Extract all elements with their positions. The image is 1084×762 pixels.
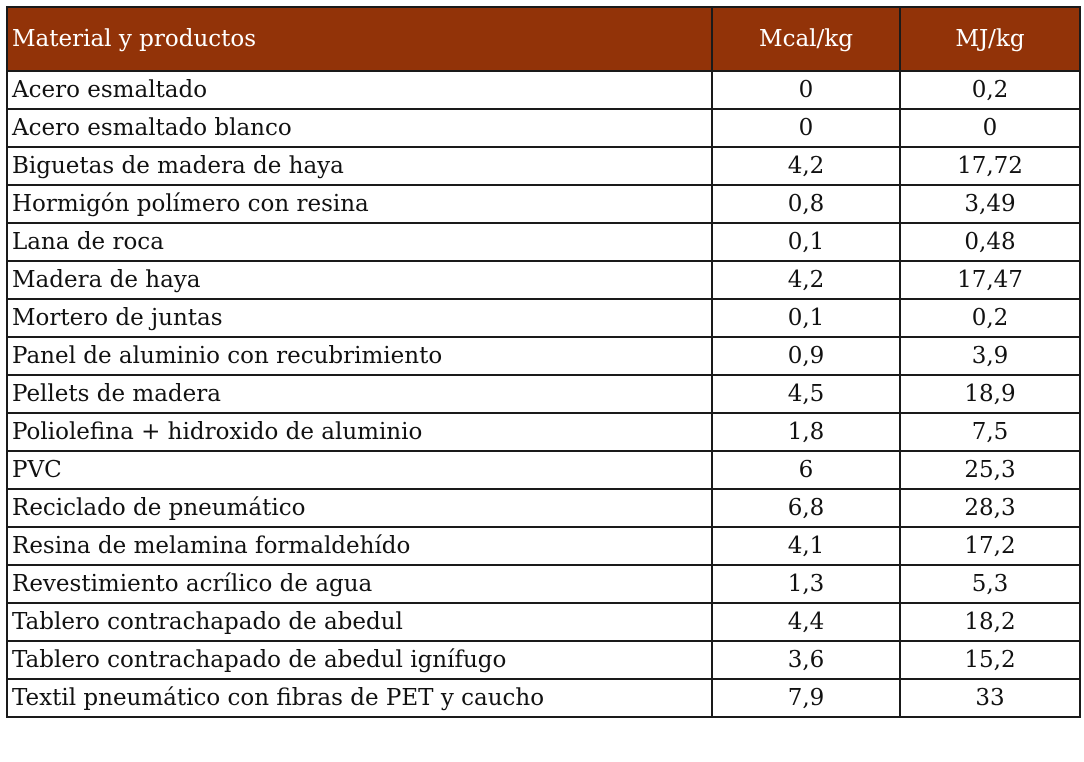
material-cell: Hormigón polímero con resina: [7, 185, 712, 223]
mj-cell: 18,2: [900, 603, 1080, 641]
material-cell: Tablero contrachapado de abedul: [7, 603, 712, 641]
mcal-cell: 4,4: [712, 603, 900, 641]
table-body: [7, 71, 1080, 717]
mj-cell: 5,3: [900, 565, 1080, 603]
mcal-cell: 4,2: [712, 147, 900, 185]
material-cell: Resina de melamina formaldehído: [7, 527, 712, 565]
mj-cell: 7,5: [900, 413, 1080, 451]
table-row: [7, 679, 1080, 717]
table-row: [7, 299, 1080, 337]
mj-cell: 18,9: [900, 375, 1080, 413]
table-row: [7, 71, 1080, 109]
table-row: [7, 261, 1080, 299]
mj-cell: 0,48: [900, 223, 1080, 261]
material-cell: Pellets de madera: [7, 375, 712, 413]
mj-cell: 33: [900, 679, 1080, 717]
table-row: [7, 185, 1080, 223]
mcal-cell: 0,1: [712, 299, 900, 337]
mj-cell: 25,3: [900, 451, 1080, 489]
table-header: [7, 7, 1080, 71]
table-row: [7, 451, 1080, 489]
mj-cell: 3,9: [900, 337, 1080, 375]
header-mj: MJ/kg: [900, 7, 1080, 71]
mcal-cell: 1,3: [712, 565, 900, 603]
mcal-cell: 4,2: [712, 261, 900, 299]
mj-cell: 17,2: [900, 527, 1080, 565]
mcal-cell: 4,5: [712, 375, 900, 413]
material-cell: Mortero de juntas: [7, 299, 712, 337]
material-cell: Textil pneumático con fibras de PET y caucho: [7, 679, 712, 717]
mj-cell: 15,2: [900, 641, 1080, 679]
mcal-cell: 0,1: [712, 223, 900, 261]
table-row: [7, 603, 1080, 641]
material-cell: PVC: [7, 451, 712, 489]
material-cell: Madera de haya: [7, 261, 712, 299]
material-cell: Revestimiento acrílico de agua: [7, 565, 712, 603]
table-row: [7, 489, 1080, 527]
material-cell: Acero esmaltado: [7, 71, 712, 109]
material-cell: Lana de roca: [7, 223, 712, 261]
material-cell: Panel de aluminio con recubrimiento: [7, 337, 712, 375]
table-row: [7, 413, 1080, 451]
mj-cell: 28,3: [900, 489, 1080, 527]
table-row: [7, 109, 1080, 147]
mcal-cell: 6: [712, 451, 900, 489]
mcal-cell: 7,9: [712, 679, 900, 717]
header-row: [7, 7, 1080, 71]
header-material: Material y productos: [7, 7, 712, 71]
mj-cell: 0: [900, 109, 1080, 147]
table-row: [7, 147, 1080, 185]
table-row: [7, 375, 1080, 413]
mj-cell: 0,2: [900, 299, 1080, 337]
mcal-cell: 0: [712, 71, 900, 109]
material-cell: Reciclado de pneumático: [7, 489, 712, 527]
material-cell: Poliolefina + hidroxido de aluminio: [7, 413, 712, 451]
table-row: [7, 641, 1080, 679]
mcal-cell: 4,1: [712, 527, 900, 565]
table-row: [7, 527, 1080, 565]
material-cell: Tablero contrachapado de abedul ignífugo: [7, 641, 712, 679]
mj-cell: 0,2: [900, 71, 1080, 109]
mcal-cell: 0: [712, 109, 900, 147]
mcal-cell: 1,8: [712, 413, 900, 451]
material-cell: Acero esmaltado blanco: [7, 109, 712, 147]
mcal-cell: 0,9: [712, 337, 900, 375]
mcal-cell: 0,8: [712, 185, 900, 223]
table-row: [7, 565, 1080, 603]
mcal-cell: 6,8: [712, 489, 900, 527]
table-row: [7, 337, 1080, 375]
mj-cell: 17,47: [900, 261, 1080, 299]
material-cell: Biguetas de madera de haya: [7, 147, 712, 185]
mcal-cell: 3,6: [712, 641, 900, 679]
mj-cell: 17,72: [900, 147, 1080, 185]
header-mcal: Mcal/kg: [712, 7, 900, 71]
table-row: [7, 223, 1080, 261]
energy-table: [6, 6, 1081, 718]
mj-cell: 3,49: [900, 185, 1080, 223]
